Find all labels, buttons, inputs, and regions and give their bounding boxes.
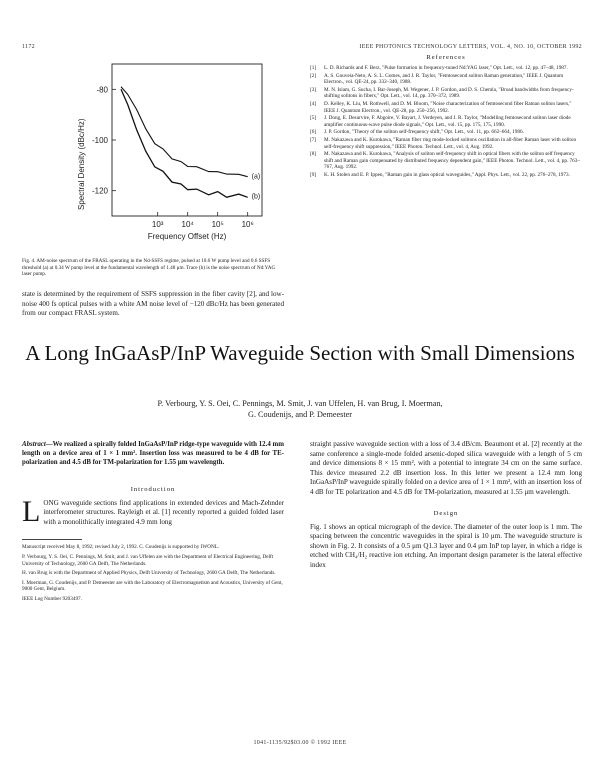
authors-line-2: G. Coudenijs, and P. Demeester <box>248 410 352 419</box>
reference-item <box>310 87 582 100</box>
footnote-rule <box>22 539 82 540</box>
reference-number: [1] <box>310 65 317 71</box>
reference-item <box>310 65 582 72</box>
reference-item <box>310 115 582 128</box>
abstract <box>22 440 284 468</box>
abstract-text: We realized a spirally folded InGaAsP/InP ridge-type waveguide with 12.4 mm length on a device area of 1 × 1 mm². Insertion loss was measured to be 4 dB for TE-polarization and 4.5 dB for TM-polarization for 1.55 μm wavelength. <box>22 441 284 467</box>
y-tick-label: -120 <box>91 186 108 196</box>
reference-item <box>310 101 582 114</box>
x-tick-label: 10⁴ <box>181 220 194 229</box>
article-title: A Long InGaAsP/InP Waveguide Section with Small Dimensions <box>25 341 575 365</box>
series-line-a <box>121 87 248 177</box>
references-list <box>310 65 582 179</box>
reference-text: L. D. Richards and F. Berz, "Pulse formation in frequency-tuned Nd:YAG laser," Opt. Lett., vol. 12, pp. 47–48, 1987. <box>324 65 568 71</box>
series-label: (b) <box>251 193 261 201</box>
page-number: 1172 <box>22 44 35 50</box>
introduction-text <box>22 494 284 528</box>
reference-text: A. S. Gouveia-Neto, A. S. L. Gomes, and J. R. Taylor, "Femtosecond soliton Raman generation," IEEE J. Quantum Electron., vol. QE-24, pp. 332–340, 1988. <box>324 72 564 86</box>
reference-number: [2] <box>310 72 317 79</box>
noise-spectrum-chart <box>22 56 288 256</box>
introduction-heading: Introduction <box>130 485 176 493</box>
reference-number: [3] <box>310 86 317 93</box>
y-axis-label: Spectral Density (dBc/Hz) <box>77 118 86 210</box>
authors <box>60 398 540 420</box>
right-paragraph-1: straight passive waveguide section with a loss of 3.4 dB/cm. Beaumont et al. [2] recently at the same conference a single-mode folded arsenic-doped silica waveguide with a length of 5 cm and device dimensions 8 × 15 mm², with a potential to integrate 34 cm on the same surface. This device measured 2.2 dB insertion loss. In this letter we present a 12.4 mm long InGaAsP/InP waveguide spirally folded on a device area of 1 × 1 mm², with an insertion loss of 4 dB for TE polarization and 4.5 dB for TM-polarization, measured at 1.55 μm wavelength. <box>310 440 582 496</box>
reference-number: [8] <box>310 151 317 158</box>
x-tick-label: 10⁶ <box>241 220 254 229</box>
authors-line-1: P. Verbourg, Y. S. Oei, C. Pennings, M. Smit, J. van Uffelen, H. van Brug, I. Moerman, <box>157 399 443 408</box>
article-right-column <box>310 440 582 571</box>
y-tick-label: -80 <box>96 85 108 95</box>
reference-item <box>310 151 582 171</box>
reference-text: J. Dong, E. Desurvire, F. Abgoire, V. Bayart, J. Verdeyen, and J. R. Taylor, "Modelling femtosecond soliton laser diode amplifier continuous-wave pulse diode signals," Opt. Lett., vol. 15, pp. 175, 175, 1990. <box>324 115 571 128</box>
journal-header: IEEE PHOTONICS TECHNOLOGY LETTERS, VOL. 4, NO. 10, OCTOBER 1992 <box>359 44 582 50</box>
reference-item <box>310 172 582 179</box>
x-tick-label: 10⁵ <box>211 220 224 229</box>
reference-number: [9] <box>310 171 317 178</box>
reference-item <box>310 129 582 136</box>
references-heading: References <box>426 54 466 61</box>
reference-number: [6] <box>310 129 317 136</box>
footnote-affiliation-1: P. Verbourg, Y. S. Oei, C. Pennings, M. Smit, and J. van Uffelen are with the Department of Electrical Engineering, Delft University of Technology, 2600 GA Delft, The Netherlands. <box>22 553 274 567</box>
design-heading: Design <box>433 509 459 517</box>
footer-code: 1041-1135/92$03.00 © 1992 IEEE <box>253 740 347 746</box>
reference-text: K. H. Stolen and E. P. Ippen, "Raman gain in glass optical waveguides," Appl. Phys. Lett., vol. 22, pp. 276–278, 1973. <box>324 171 570 178</box>
x-axis-label: Frequency Offset (Hz) <box>147 232 227 241</box>
left-column-text: state is determined by the requirement of SSFS suppression in the fiber cavity [2], and low-noise 400 fs optical pulses with a white AM noise level of −120 dBc/Hz has been generated from our compact FRASL system. <box>22 290 284 318</box>
footnote-affiliation-2: H. van Brug is with the Department of Applied Physics, Delft University of Technology, 2600 GA Delft, The Netherlands. <box>22 570 276 577</box>
abstract-label: Abstract— <box>22 441 53 448</box>
reference-number: [5] <box>310 115 317 122</box>
plot-frame <box>112 64 262 216</box>
footnote-log-number: IEEE Log Number 9203497. <box>22 595 82 602</box>
references-section <box>310 54 582 180</box>
dropcap: L <box>22 494 41 528</box>
article-left-column <box>22 440 284 606</box>
reference-text: M. Nakazawa and K. Kurokawa, "Raman fiber ring mode-locked solitons oscillation in all-fiber Raman laser with soliton self-frequency shift suppression," IEEE Photon. Technol. Lett., vol. 4, Aug. 1992. <box>324 136 577 150</box>
series-label: (a) <box>251 173 261 181</box>
footnotes <box>22 544 284 602</box>
introduction-body: ONG waveguide sections find applications in extended devices and Mach-Zehnder interferometer structures. Rayleigh et al. [1] recently reported a guided folded laser with a monolithically integrated 4.9 mm long <box>43 498 284 526</box>
reference-number: [7] <box>310 136 317 143</box>
series-line-b <box>121 89 248 197</box>
reference-number: [4] <box>310 100 317 107</box>
reference-text: J. P. Gordon, "Theory of the soliton self-frequency shift," Opt. Lett., vol. 11, pp. 662–664, 1986. <box>324 129 524 136</box>
reference-item <box>310 73 582 86</box>
reference-item <box>310 137 582 150</box>
right-paragraph-2: Fig. 1 shows an optical micrograph of the device. The diameter of the outer loop is 1 mm. The spacing between the concentric waveguides in the spiral is 10 μm. The waveguide structure is shown in Fig. 2. It consists of a 0.5 μm Q1.3 layer and 0.4 μm InP top layer, in which a ridge is etched with CH₄/H₂ reactive ion etching. An important design parameter is the lateral effective index <box>310 522 582 569</box>
reference-text: M. Nakazawa and K. Kurokawa, "Analysis of soliton self-frequency shift in optical fibers with the soliton self frequency shift and Raman gain compensated by distributed frequency dependent gain," IEEE Photon. Technol. Lett., vol. 4, pp. 763–767, Aug. 1992. <box>324 151 580 171</box>
reference-text: D. Kelley, K. Liu, M. Rothwell, and D. M. Bloom, "Noise characterization of femtosecond fiber Raman soliton lasers," IEEE J. Quantum Electron., vol. QE-28, pp. 250–256, 1992. <box>324 100 572 114</box>
footnote-affiliation-3: I. Moerman, G. Coudenijs, and P. Demeester are with the Laboratory of Electromagnetism and Acoustics, University of Gent, 9000 Gent, Belgium. <box>22 579 283 593</box>
footnote-manuscript: Manuscript received May 8, 1992; revised July 2, 1992. C. Coudenijs is supported by IWONL. <box>22 544 220 551</box>
x-tick-label: 10³ <box>151 220 164 229</box>
reference-text: M. N. Islam, G. Sucha, I. Bar-Joseph, M. Wegener, J. P. Gordon, and D. S. Chemla, "Broad bandwidths from frequency-shifting solitons in fibers," Opt. Lett., vol. 14, pp. 370–372, 1989. <box>324 86 574 100</box>
y-tick-label: -100 <box>91 136 108 145</box>
figure-caption: Fig. 4. AM-noise spectrum of the FRASL operating in the Nd-SSFS regime, pulsed at 10.6 W pump level and 0.6 SSFS threshold (a) at 0.34 W pump level at the fundamental wavelength of 1.48 μm. Trace (b) is the noise spectrum of Nd:YAG laser pump. <box>22 258 276 278</box>
